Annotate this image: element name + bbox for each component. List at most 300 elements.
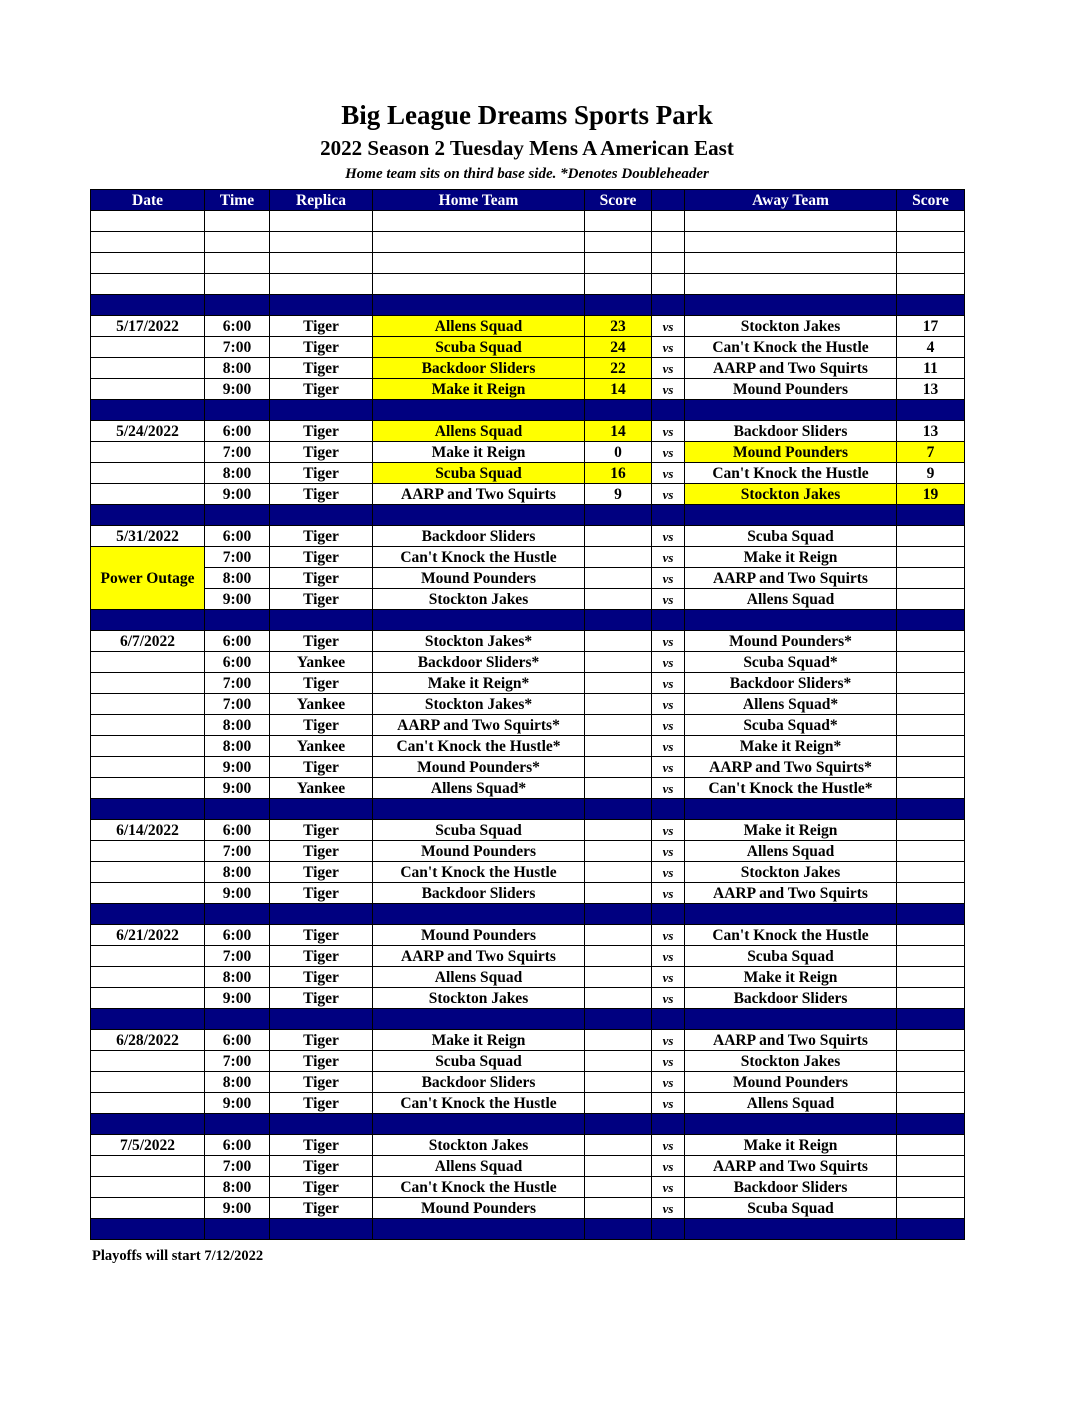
table-row [91,1156,965,1177]
game-date: 6/14/2022 [91,820,205,841]
blank-cell [897,211,965,232]
vs-label: vs [652,379,685,400]
separator-cell [270,1114,373,1135]
separator-cell [652,904,685,925]
game-date-empty [91,463,205,484]
blank-cell [270,274,373,295]
game-date-empty [91,1072,205,1093]
separator-cell [91,610,205,631]
home-score [585,841,652,862]
home-team: Mound Pounders [373,841,585,862]
away-team: Scuba Squad [685,946,897,967]
separator-cell [897,1219,965,1240]
separator-cell [91,799,205,820]
away-team: AARP and Two Squirts [685,1030,897,1051]
away-team: AARP and Two Squirts* [685,757,897,778]
game-time: 7:00 [205,337,270,358]
blank-cell [270,253,373,274]
table-row [91,694,965,715]
away-team: Can't Knock the Hustle [685,925,897,946]
page-title: Big League Dreams Sports Park [341,100,713,130]
blank-cell [685,211,897,232]
game-field: Tiger [270,337,373,358]
home-score [585,757,652,778]
game-date-empty [91,778,205,799]
game-field: Yankee [270,736,373,757]
table-row [91,757,965,778]
vs-label: vs [652,841,685,862]
home-team: Can't Knock the Hustle [373,547,585,568]
game-time: 7:00 [205,442,270,463]
blank-cell [205,274,270,295]
away-score: 17 [897,316,965,337]
game-date: 6/21/2022 [91,925,205,946]
table-row [91,379,965,400]
away-team: Make it Reign* [685,736,897,757]
game-field: Tiger [270,358,373,379]
away-team: Make it Reign [685,967,897,988]
home-team: Stockton Jakes* [373,631,585,652]
week-separator [91,610,965,631]
week-separator [91,1114,965,1135]
home-score [585,778,652,799]
away-team: Stockton Jakes [685,316,897,337]
separator-cell [205,610,270,631]
home-team: Mound Pounders [373,568,585,589]
blank-cell [897,274,965,295]
table-row [91,1030,965,1051]
game-field: Tiger [270,1093,373,1114]
table-row [91,883,965,904]
away-score [897,568,965,589]
doubleheader-note: Home team sits on third base side. *Denotes Doubleheader [345,166,709,182]
vs-label: vs [652,1072,685,1093]
home-team: Allens Squad [373,1156,585,1177]
vs-label: vs [652,1093,685,1114]
table-row [91,1072,965,1093]
game-date-empty [91,967,205,988]
table-row [91,862,965,883]
separator-cell [685,610,897,631]
separator-cell [270,295,373,316]
week-separator [91,505,965,526]
game-field: Tiger [270,1156,373,1177]
home-team: Make it Reign [373,442,585,463]
vs-label: vs [652,946,685,967]
game-time: 9:00 [205,1093,270,1114]
vs-label: vs [652,421,685,442]
blank-cell [373,211,585,232]
separator-cell [373,400,585,421]
away-team: Allens Squad* [685,694,897,715]
game-date-empty [91,1093,205,1114]
game-field: Tiger [270,757,373,778]
away-score [897,526,965,547]
home-score [585,1093,652,1114]
game-time: 6:00 [205,631,270,652]
game-date: 5/31/2022 [91,526,205,547]
week-separator [91,1219,965,1240]
home-score [585,883,652,904]
separator-cell [652,505,685,526]
game-date-empty [91,736,205,757]
game-field: Tiger [270,946,373,967]
game-time: 8:00 [205,568,270,589]
away-team: Scuba Squad* [685,715,897,736]
separator-cell [585,1009,652,1030]
away-team: Make it Reign [685,547,897,568]
game-time: 6:00 [205,316,270,337]
blank-cell [897,232,965,253]
blank-cell [205,253,270,274]
game-field: Tiger [270,526,373,547]
separator-cell [205,400,270,421]
game-date: 6/7/2022 [91,631,205,652]
separator-cell [585,1114,652,1135]
separator-cell [373,1114,585,1135]
home-score: 0 [585,442,652,463]
home-score: 16 [585,463,652,484]
game-time: 6:00 [205,925,270,946]
game-time: 7:00 [205,841,270,862]
separator-cell [91,1219,205,1240]
game-time: 8:00 [205,715,270,736]
home-team: Allens Squad [373,316,585,337]
week-separator [91,1009,965,1030]
away-team: Backdoor Sliders [685,1177,897,1198]
game-date-empty [91,715,205,736]
game-field: Tiger [270,1135,373,1156]
game-date: 6/28/2022 [91,1030,205,1051]
home-team: AARP and Two Squirts [373,484,585,505]
separator-cell [897,505,965,526]
game-time: 7:00 [205,1156,270,1177]
home-team: Can't Knock the Hustle [373,1177,585,1198]
vs-label: vs [652,316,685,337]
away-score [897,967,965,988]
separator-cell [897,799,965,820]
home-score [585,652,652,673]
table-row [91,1135,965,1156]
home-team: Mound Pounders [373,1198,585,1219]
blank-cell [205,232,270,253]
game-field: Tiger [270,589,373,610]
table-row [91,442,965,463]
table-row [91,652,965,673]
game-time: 9:00 [205,883,270,904]
away-team: AARP and Two Squirts [685,883,897,904]
game-date-empty [91,652,205,673]
away-score [897,757,965,778]
home-score [585,715,652,736]
vs-label: vs [652,631,685,652]
game-date-empty [91,442,205,463]
vs-label: vs [652,862,685,883]
separator-cell [585,1219,652,1240]
game-time: 6:00 [205,1030,270,1051]
table-row [91,1093,965,1114]
home-score [585,820,652,841]
separator-cell [205,904,270,925]
away-score [897,631,965,652]
col-header-vs [652,190,685,211]
separator-cell [373,295,585,316]
home-score [585,1030,652,1051]
separator-cell [373,1009,585,1030]
game-date-empty [91,379,205,400]
away-team: Can't Knock the Hustle [685,337,897,358]
away-score [897,1030,965,1051]
home-team: Scuba Squad [373,337,585,358]
away-team: Scuba Squad [685,526,897,547]
header-row [91,190,965,211]
away-team: Mound Pounders [685,1072,897,1093]
away-team: Scuba Squad* [685,652,897,673]
blank-cell [91,253,205,274]
game-time: 8:00 [205,1072,270,1093]
game-time: 9:00 [205,778,270,799]
col-header-home-team: Home Team [373,190,585,211]
separator-cell [652,610,685,631]
home-team: Mound Pounders [373,925,585,946]
game-time: 9:00 [205,988,270,1009]
away-score [897,778,965,799]
home-team: Scuba Squad [373,1051,585,1072]
game-time: 7:00 [205,694,270,715]
game-date: 7/5/2022 [91,1135,205,1156]
away-score [897,673,965,694]
separator-cell [585,799,652,820]
game-field: Tiger [270,715,373,736]
separator-cell [897,400,965,421]
col-header-home-score: Score [585,190,652,211]
away-score [897,1198,965,1219]
home-score: 22 [585,358,652,379]
away-team: Allens Squad [685,589,897,610]
blank-cell [585,274,652,295]
home-score [585,736,652,757]
vs-label: vs [652,337,685,358]
home-score [585,925,652,946]
separator-cell [270,1009,373,1030]
blank-cell [897,253,965,274]
home-score [585,568,652,589]
game-time: 6:00 [205,820,270,841]
away-score [897,1135,965,1156]
vs-label: vs [652,673,685,694]
separator-cell [685,799,897,820]
game-time: 7:00 [205,946,270,967]
home-score [585,1177,652,1198]
away-team: Allens Squad [685,1093,897,1114]
home-score [585,967,652,988]
game-field: Tiger [270,421,373,442]
game-date-empty [91,694,205,715]
game-field: Tiger [270,463,373,484]
separator-cell [897,1009,965,1030]
separator-cell [373,904,585,925]
game-date-empty [91,337,205,358]
col-header-date: Date [91,190,205,211]
week-separator [91,904,965,925]
separator-cell [270,505,373,526]
home-team: Stockton Jakes [373,988,585,1009]
game-field: Tiger [270,1198,373,1219]
game-time: 8:00 [205,862,270,883]
away-score [897,1051,965,1072]
away-team: AARP and Two Squirts [685,568,897,589]
separator-cell [373,505,585,526]
game-time: 7:00 [205,1051,270,1072]
home-team: Backdoor Sliders* [373,652,585,673]
table-row [91,484,965,505]
blank-cell [652,253,685,274]
home-score [585,631,652,652]
separator-cell [91,505,205,526]
blank-row [91,211,965,232]
away-team: AARP and Two Squirts [685,358,897,379]
separator-cell [91,904,205,925]
blank-cell [373,253,585,274]
game-field: Tiger [270,1177,373,1198]
away-team: Can't Knock the Hustle [685,463,897,484]
vs-label: vs [652,988,685,1009]
separator-cell [585,295,652,316]
home-team: Can't Knock the Hustle [373,1093,585,1114]
blank-cell [270,232,373,253]
table-row [91,841,965,862]
separator-cell [373,610,585,631]
home-team: Stockton Jakes [373,1135,585,1156]
home-team: Stockton Jakes* [373,694,585,715]
home-score: 14 [585,379,652,400]
home-score [585,1156,652,1177]
vs-label: vs [652,547,685,568]
game-field: Tiger [270,1072,373,1093]
away-team: Mound Pounders* [685,631,897,652]
power-outage-note: Power Outage [91,547,205,610]
game-time: 6:00 [205,1135,270,1156]
table-row [91,526,965,547]
col-header-away-team: Away Team [685,190,897,211]
separator-cell [897,610,965,631]
table-row [91,358,965,379]
blank-cell [585,253,652,274]
home-team: Backdoor Sliders [373,1072,585,1093]
away-score [897,841,965,862]
game-date: 5/24/2022 [91,421,205,442]
game-time: 6:00 [205,652,270,673]
game-date-empty [91,1177,205,1198]
separator-cell [585,610,652,631]
separator-cell [652,400,685,421]
separator-cell [205,1009,270,1030]
home-score: 23 [585,316,652,337]
home-team: Allens Squad [373,421,585,442]
game-field: Tiger [270,967,373,988]
away-score [897,862,965,883]
vs-label: vs [652,967,685,988]
game-time: 8:00 [205,358,270,379]
game-time: 8:00 [205,463,270,484]
separator-cell [685,505,897,526]
away-score: 7 [897,442,965,463]
separator-cell [205,295,270,316]
separator-cell [270,799,373,820]
away-score [897,946,965,967]
away-score [897,925,965,946]
separator-cell [91,1009,205,1030]
away-team: Stockton Jakes [685,1051,897,1072]
table-row [91,820,965,841]
game-time: 9:00 [205,379,270,400]
separator-cell [205,1114,270,1135]
away-score [897,1177,965,1198]
home-score [585,1198,652,1219]
game-time: 9:00 [205,484,270,505]
schedule-body [91,211,965,1240]
separator-cell [91,400,205,421]
blank-cell [685,253,897,274]
game-field: Tiger [270,379,373,400]
separator-cell [270,400,373,421]
game-field: Tiger [270,883,373,904]
away-score: 13 [897,379,965,400]
vs-label: vs [652,652,685,673]
game-date-empty [91,883,205,904]
game-time: 6:00 [205,421,270,442]
game-field: Tiger [270,1051,373,1072]
separator-cell [373,799,585,820]
vs-label: vs [652,883,685,904]
game-field: Tiger [270,568,373,589]
playoffs-note: Playoffs will start 7/12/2022 [92,1248,264,1264]
home-team: Make it Reign [373,379,585,400]
away-score: 19 [897,484,965,505]
home-score: 24 [585,337,652,358]
vs-label: vs [652,442,685,463]
vs-label: vs [652,736,685,757]
separator-cell [585,400,652,421]
home-team: Allens Squad [373,967,585,988]
separator-cell [91,1114,205,1135]
home-team: Stockton Jakes [373,589,585,610]
home-score [585,589,652,610]
home-team: Scuba Squad [373,463,585,484]
table-row [91,547,965,568]
separator-cell [685,1114,897,1135]
game-time: 6:00 [205,526,270,547]
away-team: Backdoor Sliders* [685,673,897,694]
table-row [91,946,965,967]
game-field: Yankee [270,652,373,673]
away-score [897,736,965,757]
separator-cell [897,1114,965,1135]
game-field: Tiger [270,841,373,862]
col-header-away-score: Score [897,190,965,211]
separator-cell [205,799,270,820]
col-header-time: Time [205,190,270,211]
week-separator [91,400,965,421]
game-date: 5/17/2022 [91,316,205,337]
game-field: Yankee [270,778,373,799]
separator-cell [652,1114,685,1135]
home-score [585,946,652,967]
vs-label: vs [652,757,685,778]
home-score [585,547,652,568]
separator-cell [652,1219,685,1240]
table-row [91,778,965,799]
